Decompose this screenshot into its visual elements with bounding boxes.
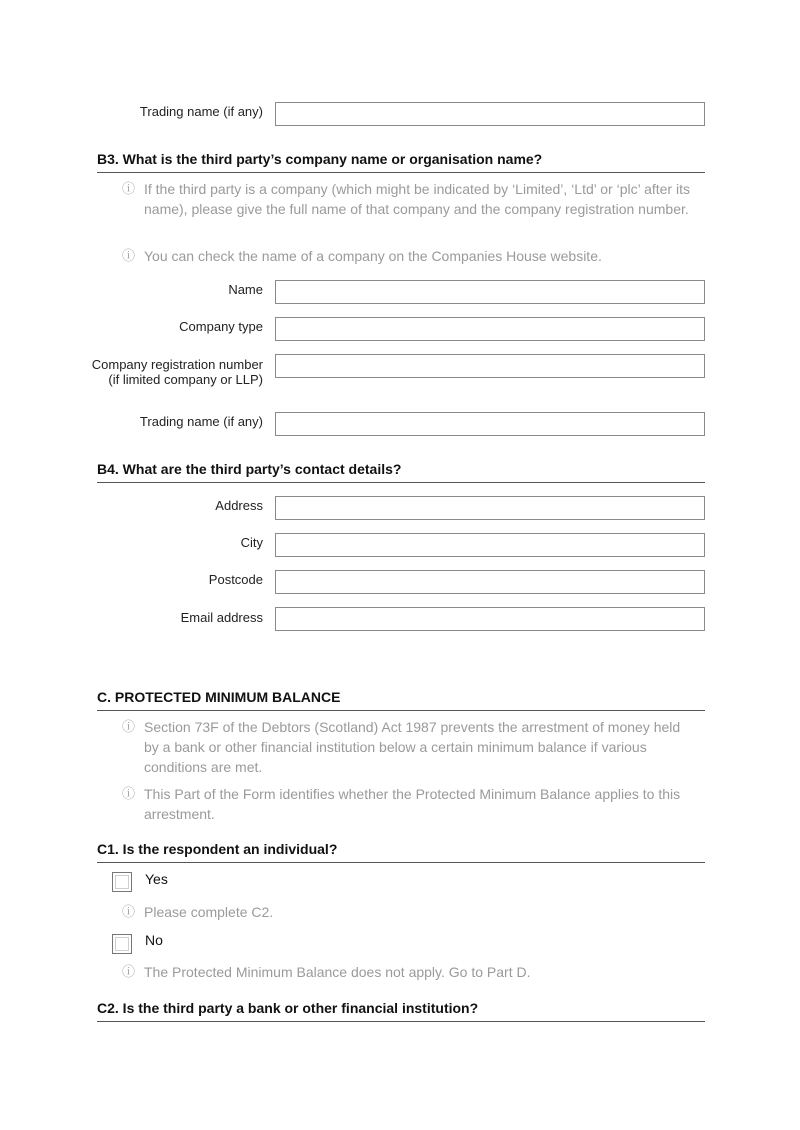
c-info-1-text: Section 73F of the Debtors (Scotland) Act 1987 prevents the arrestment of money held by a bank or other financial institution below a certain minimum balance if various conditions are met. bbox=[144, 719, 681, 775]
info-circle-icon: ⓘ bbox=[122, 248, 136, 263]
trading-name-label: Trading name (if any) bbox=[139, 414, 263, 429]
b3-info-1 bbox=[122, 179, 692, 219]
company-registration-label: Company registration number (if limited company or LLP) bbox=[91, 357, 263, 387]
trading-name-field[interactable] bbox=[275, 412, 705, 436]
yes-label: Yes bbox=[145, 871, 168, 887]
info-circle-icon: ⓘ bbox=[122, 904, 136, 919]
city-label: City bbox=[240, 535, 263, 550]
c-info-2-text: This Part of the Form identifies whether the Protected Minimum Balance applies to this arrestment. bbox=[144, 786, 681, 822]
b3-info-2-text: You can check the name of a company on the Companies House website. bbox=[144, 248, 602, 264]
no-checkbox[interactable] bbox=[112, 934, 132, 954]
trading-name-field-b2[interactable] bbox=[275, 102, 705, 126]
city-field[interactable] bbox=[275, 533, 705, 557]
name-label: Name bbox=[228, 282, 263, 297]
address-label: Address bbox=[215, 498, 263, 513]
info-circle-icon: ⓘ bbox=[122, 719, 136, 734]
section-c2-heading: C2. Is the third party a bank or other financial institution? bbox=[97, 1000, 705, 1022]
postcode-field[interactable] bbox=[275, 570, 705, 594]
c1-no-info bbox=[122, 962, 692, 982]
no-label: No bbox=[145, 932, 163, 948]
info-circle-icon: ⓘ bbox=[122, 964, 136, 979]
section-b4-heading: B4. What are the third party’s contact details? bbox=[97, 461, 705, 483]
section-c1-heading: C1. Is the respondent an individual? bbox=[97, 841, 705, 863]
email-label: Email address bbox=[180, 610, 263, 625]
c1-yes-info bbox=[122, 902, 692, 922]
company-type-field[interactable] bbox=[275, 317, 705, 341]
section-b3-heading: B3. What is the third party’s company name or organisation name? bbox=[97, 151, 705, 173]
email-field[interactable] bbox=[275, 607, 705, 631]
postcode-label: Postcode bbox=[208, 572, 263, 587]
address-field[interactable] bbox=[275, 496, 705, 520]
trading-name-label-b2: Trading name (if any) bbox=[139, 104, 263, 119]
yes-checkbox[interactable] bbox=[112, 872, 132, 892]
company-type-label: Company type bbox=[179, 319, 263, 334]
name-field[interactable] bbox=[275, 280, 705, 304]
b3-info-2 bbox=[122, 246, 692, 266]
c1-yes-info-text: Please complete C2. bbox=[144, 904, 274, 920]
c1-no-info-text: The Protected Minimum Balance does not apply. Go to Part D. bbox=[144, 964, 531, 980]
b3-info-1-text: If the third party is a company (which might be indicated by ‘Limited’, ‘Ltd’ or ‘plc’ after its name), please give the full name of that company and the company registration number. bbox=[144, 181, 690, 217]
info-circle-icon: ⓘ bbox=[122, 786, 136, 801]
section-c-heading: C. PROTECTED MINIMUM BALANCE bbox=[97, 689, 705, 711]
info-circle-icon: ⓘ bbox=[122, 181, 136, 196]
c-info-1 bbox=[122, 717, 692, 777]
company-registration-field[interactable] bbox=[275, 354, 705, 378]
c-info-2 bbox=[122, 784, 692, 824]
